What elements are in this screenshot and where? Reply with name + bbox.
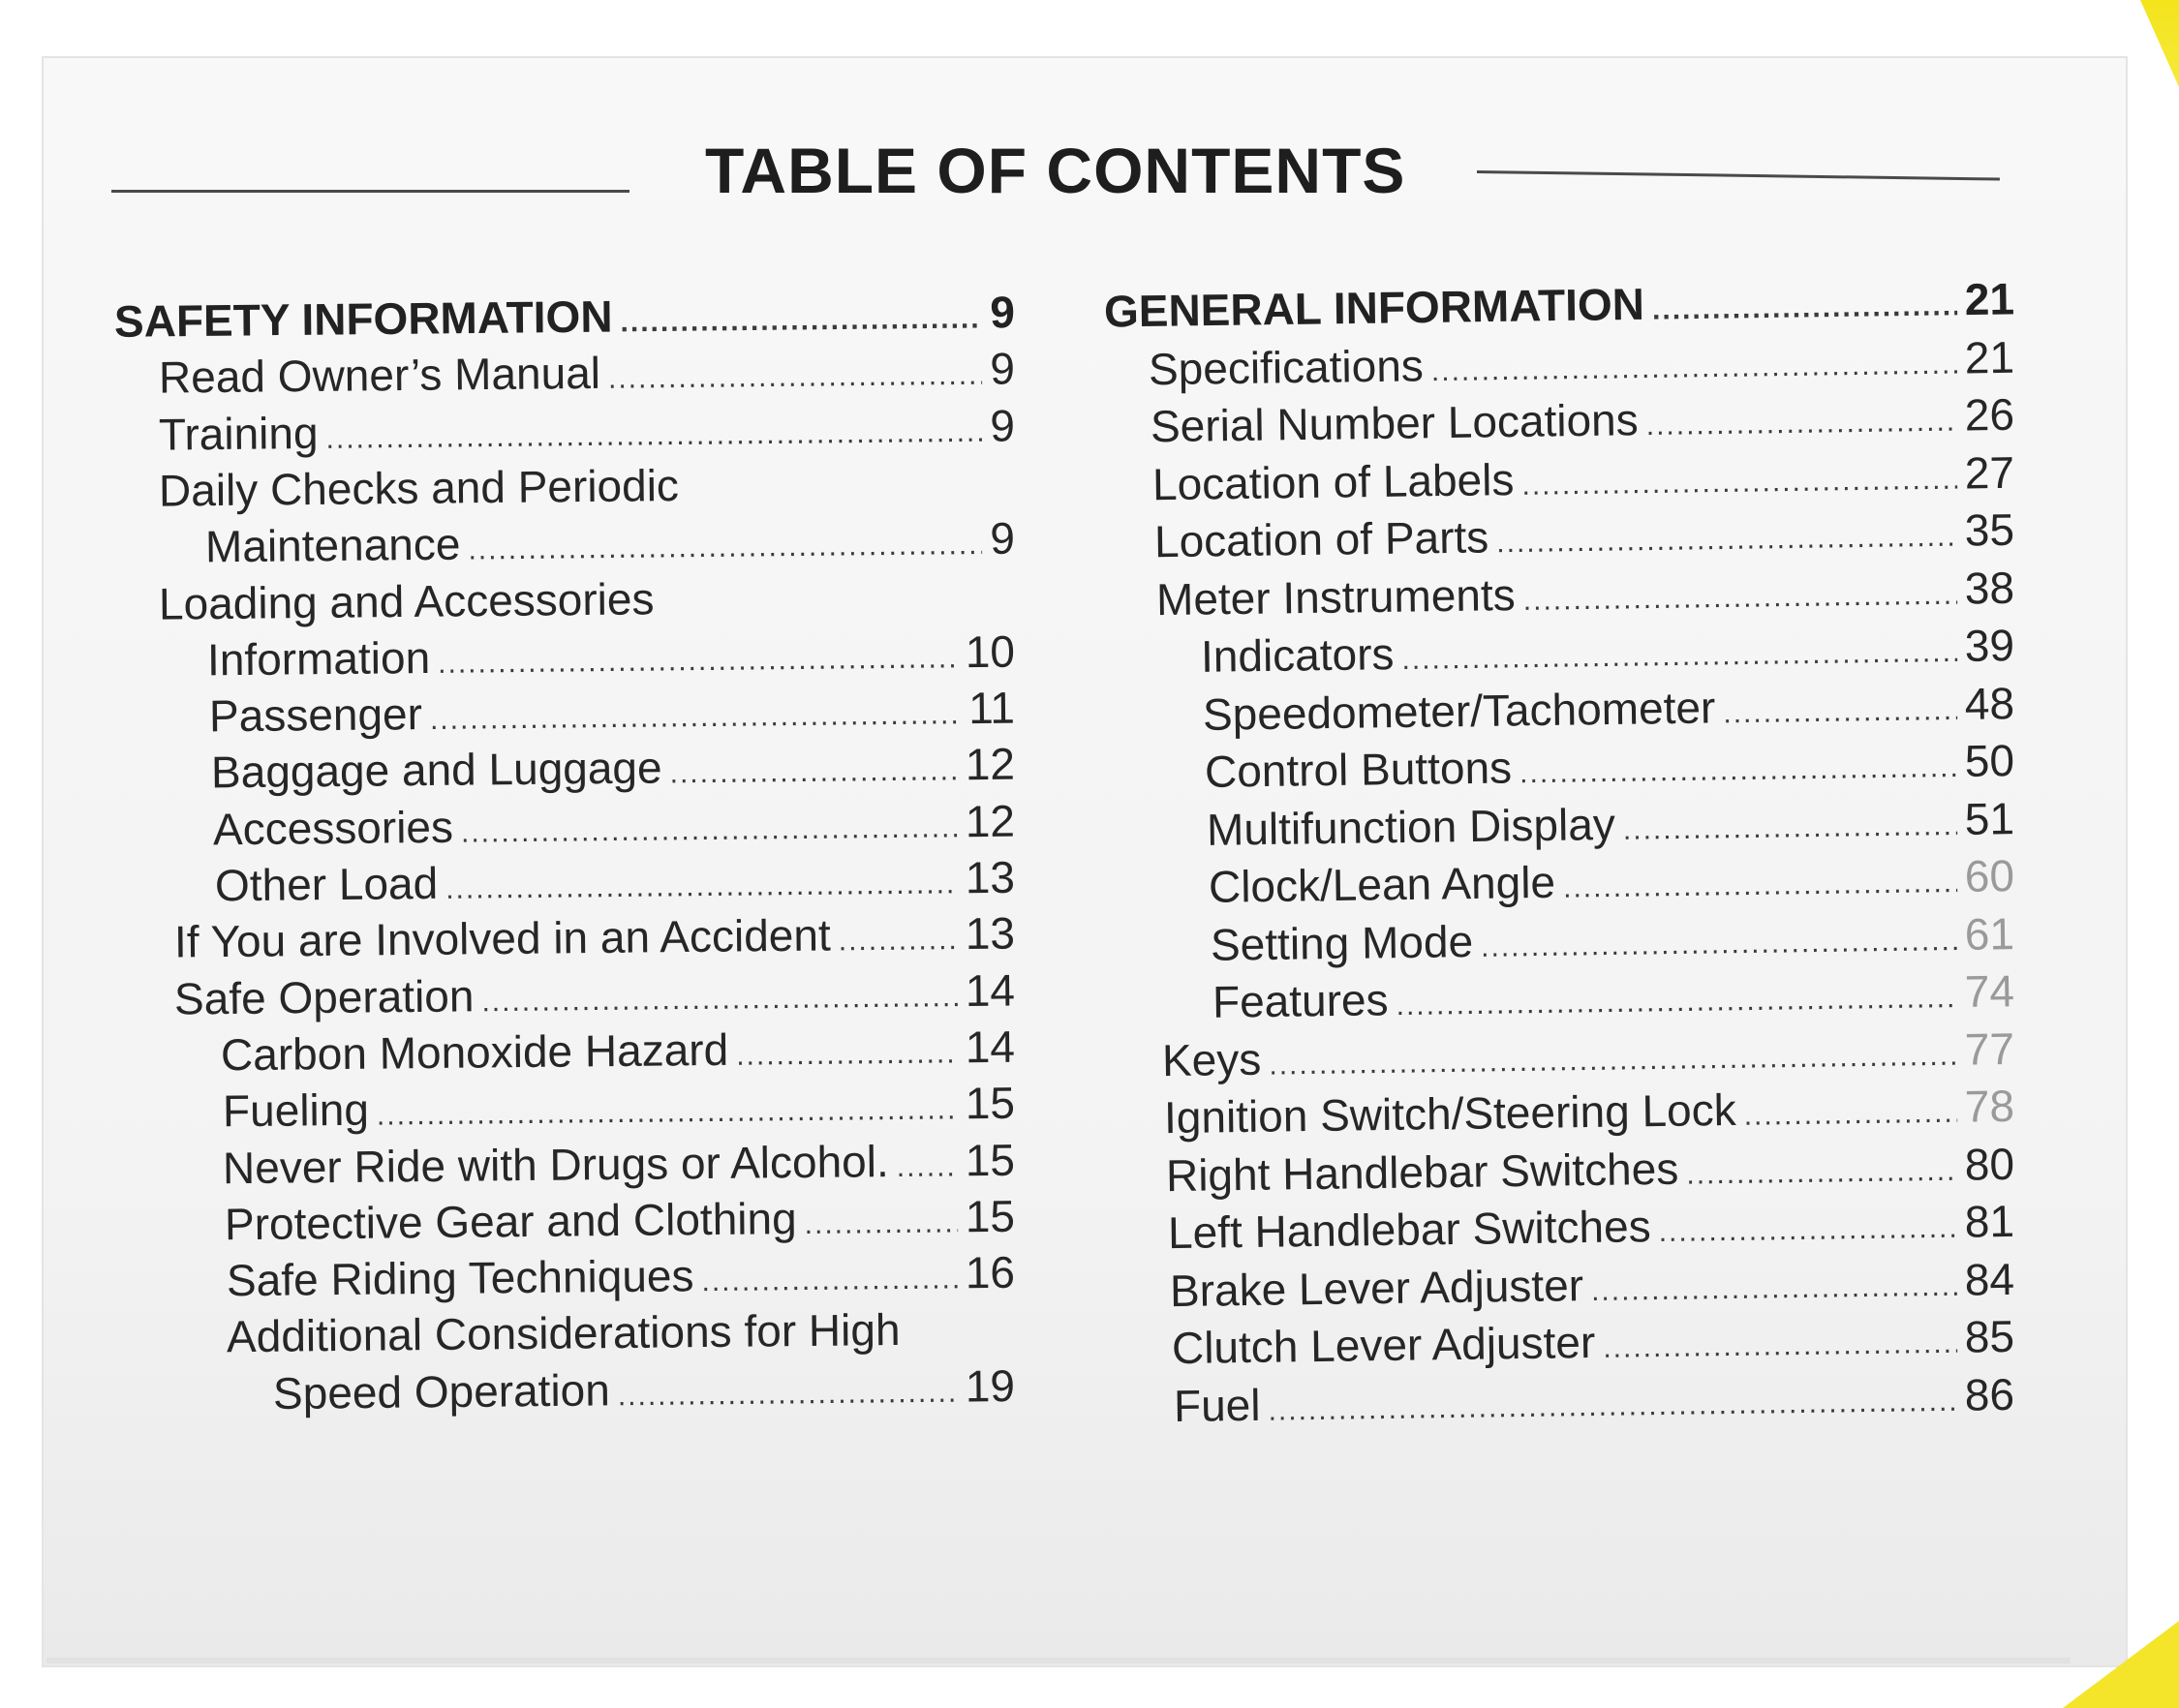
dot-leader (1496, 521, 1957, 561)
dot-leader (1646, 406, 1958, 442)
toc-entry-label: Multifunction Display (1206, 798, 1616, 855)
dot-leader (1431, 348, 1957, 388)
dot-leader (669, 755, 958, 791)
toc-entry-page-number: 21 (1964, 273, 2015, 325)
toc-entry-label: Meter Instruments (1155, 568, 1517, 625)
toc-entry-page-number: 16 (965, 1246, 1016, 1298)
dot-leader (1743, 1097, 1957, 1133)
toc-entry-label: Daily Checks and Periodic (158, 459, 680, 516)
dot-leader (1519, 751, 1957, 790)
toc-entry (223, 1133, 1016, 1196)
toc-entry-page-number: 12 (965, 739, 1016, 790)
toc-entry-label: Training (158, 407, 319, 460)
toc-entry-page-number: 14 (965, 1021, 1016, 1073)
dot-leader (1686, 1154, 1957, 1191)
toc-entry-label: Right Handlebar Switches (1165, 1143, 1679, 1201)
toc-entry-label: Baggage and Luggage (210, 742, 662, 798)
dot-leader (325, 415, 982, 455)
dot-leader (481, 981, 958, 1019)
toc-entry-label: SAFETY INFORMATION (113, 290, 613, 347)
toc-entry-label: Left Handlebar Switches (1167, 1201, 1651, 1259)
toc-entry-label: Indicators (1200, 628, 1395, 682)
toc-entry-page-number: 12 (965, 795, 1016, 846)
toc-entry (1207, 792, 2015, 858)
toc-entry (223, 1077, 1016, 1140)
toc-entry (227, 1246, 1016, 1309)
toc-entry-label: Protective Gear and Clothing (224, 1192, 797, 1250)
dot-leader (1268, 1385, 1957, 1427)
toc-entry-label: Passenger (208, 688, 423, 742)
toc-entry (273, 1359, 1016, 1421)
toc-entry (159, 399, 1016, 462)
toc-entry (174, 963, 1016, 1026)
toc-entry-page-number: 35 (1964, 503, 2015, 556)
toc-entry-label: Speedometer/Tachometer (1202, 681, 1716, 740)
toc-entry-label: Never Ride with Drugs or Alcohol. (222, 1135, 889, 1193)
toc-entry-label: Brake Lever Adjuster (1169, 1259, 1584, 1316)
toc-entry (1201, 619, 2015, 685)
toc-entry-page-number: 19 (965, 1359, 1016, 1412)
dot-leader (736, 1037, 958, 1072)
dot-leader (805, 1206, 959, 1241)
toc-entry (1203, 677, 2015, 743)
toc-entry-page-number: 9 (990, 343, 1016, 394)
toc-entry-label: Carbon Monoxide Hazard (220, 1023, 729, 1081)
dot-leader (1563, 867, 1957, 905)
toc-entry-page-number: 84 (1964, 1253, 2015, 1305)
dot-leader (618, 1376, 958, 1413)
toc-entry-label: Fuel (1173, 1379, 1261, 1431)
toc-entry (209, 682, 1016, 745)
toc-entry-page-number: 9 (990, 399, 1016, 451)
toc-entry-page-number: 74 (1964, 965, 2015, 1017)
dot-leader (1652, 290, 1957, 326)
toc-entry-page-number: 13 (965, 851, 1016, 903)
toc-entry (211, 738, 1016, 801)
toc-entry-page-number: 60 (1964, 850, 2015, 901)
toc-entry-page-number: 9 (990, 512, 1016, 564)
toc-entry-page-number: 86 (1964, 1368, 2015, 1420)
toc-entry-label: Safe Riding Techniques (226, 1250, 694, 1306)
dot-leader (701, 1263, 958, 1298)
dot-leader (1623, 809, 1957, 847)
dot-leader (1723, 693, 1957, 729)
toc-entry-label: Maintenance (204, 518, 461, 572)
toc-entry-page-number: 51 (1964, 792, 2015, 844)
toc-entry-page-number: 14 (965, 964, 1016, 1016)
toc-entry (174, 907, 1016, 970)
toc-entry-label: Additional Considerations for High (226, 1304, 901, 1362)
toc-entry-page-number: 15 (965, 1077, 1016, 1129)
toc-entry (1152, 445, 2015, 511)
toc-entry (1209, 849, 2015, 915)
toc-entry (1149, 330, 2015, 396)
toc-entry-page-number: 85 (1964, 1310, 2015, 1362)
dot-leader (1658, 1212, 1957, 1249)
dot-leader (438, 642, 958, 681)
toc-entry (207, 625, 1016, 687)
dot-leader (377, 1094, 958, 1133)
dot-leader (1481, 925, 1957, 964)
toc-entry (1211, 907, 2015, 973)
dot-leader (1401, 636, 1957, 677)
dot-leader (1603, 1327, 1957, 1365)
dot-leader (608, 359, 983, 396)
toc-entry-page-number: 9 (990, 287, 1016, 338)
dot-leader (839, 924, 958, 958)
toc-entry-label: Read Owner’s Manual (158, 348, 601, 403)
dot-leader (897, 1150, 958, 1184)
toc-entry-label: GENERAL INFORMATION (1103, 278, 1645, 337)
toc-entry-label: Keys (1161, 1033, 1262, 1085)
dot-leader (1591, 1269, 1957, 1307)
toc-entry-label: Speed Operation (272, 1364, 611, 1418)
toc-entry-page-number: 11 (967, 682, 1016, 734)
toc-entry (1174, 1367, 2015, 1433)
toc-entry (227, 1302, 1016, 1365)
toc-entry-label: Location of Parts (1153, 511, 1489, 567)
dot-leader (1521, 463, 1957, 502)
toc-entry-label: Ignition Switch/Steering Lock (1163, 1083, 1736, 1144)
toc-entry-page-number: 48 (1964, 677, 2015, 729)
toc-entry (1166, 1137, 2015, 1203)
toc-entry-label: Location of Labels (1151, 453, 1515, 509)
toc-entry (1205, 734, 2015, 800)
toc-entry-label: Accessories (212, 801, 454, 855)
page-edge (46, 1658, 2071, 1663)
toc-entry-label: Clutch Lever Adjuster (1171, 1316, 1596, 1374)
dot-leader (468, 529, 982, 567)
toc-entry (159, 343, 1016, 406)
toc-entry-page-number: 61 (1964, 907, 2015, 960)
toc-entry-page-number: 15 (965, 1134, 1016, 1185)
toc-entry (205, 512, 1016, 575)
toc-entry-page-number: 13 (965, 907, 1016, 960)
toc-entry-label: Specifications (1148, 339, 1425, 394)
dot-leader (1396, 982, 1957, 1022)
toc-entry (159, 455, 1016, 518)
dot-leader (1269, 1039, 1957, 1082)
toc-entry-label: If You are Involved in an Accident (173, 909, 831, 967)
toc-entry-page-number: 15 (965, 1190, 1016, 1242)
dot-leader (1523, 578, 1958, 617)
toc-entry-label: Safe Operation (173, 969, 475, 1024)
toc-entry-page-number: 77 (1964, 1022, 2015, 1075)
yellow-cover-corner (2140, 0, 2179, 87)
toc-entry (159, 568, 1016, 631)
dot-leader (430, 698, 962, 737)
page-title: TABLE OF CONTENTS (705, 135, 1406, 206)
dot-leader (445, 868, 958, 906)
toc-entry (1162, 1022, 2015, 1087)
toc-entry-label: Control Buttons (1204, 742, 1513, 797)
toc-entry (215, 851, 1016, 914)
dot-leader (461, 811, 958, 849)
toc-entry-page-number: 26 (1964, 388, 2015, 441)
toc-entry (213, 794, 1016, 857)
toc-entry-label: Serial Number Locations (1150, 394, 1640, 452)
dot-leader (620, 302, 982, 339)
title-rule-left (111, 190, 629, 193)
toc-entry-page-number: 27 (1964, 446, 2015, 498)
toc-entry-page-number: 38 (1964, 562, 2015, 614)
toc-entry-page-number: 50 (1964, 735, 2015, 786)
toc-entry-label: Loading and Accessories (158, 572, 655, 629)
toc-entry-page-number: 39 (1964, 620, 2015, 671)
toc-entry-label: Clock/Lean Angle (1208, 856, 1556, 912)
toc-entry (1170, 1252, 2015, 1318)
toc-entry (1212, 964, 2015, 1030)
toc-entry-label: Fueling (222, 1083, 370, 1137)
toc-entry-label: Features (1212, 974, 1389, 1027)
toc-entry-page-number: 80 (1964, 1138, 2015, 1190)
toc-entry-label: Information (206, 631, 431, 686)
toc-entry-page-number: 81 (1964, 1195, 2015, 1247)
toc-entry-label: Other Load (214, 857, 439, 911)
toc-entry (1156, 561, 2015, 626)
toc-entry (225, 1190, 1016, 1253)
toc-entry-page-number: 10 (965, 625, 1016, 677)
toc-entry-page-number: 78 (1964, 1080, 2015, 1132)
toc-entry (221, 1021, 1016, 1083)
toc-entry (114, 286, 1016, 350)
toc-entry-label: Setting Mode (1210, 915, 1474, 970)
toc-entry-page-number: 21 (1964, 331, 2015, 382)
